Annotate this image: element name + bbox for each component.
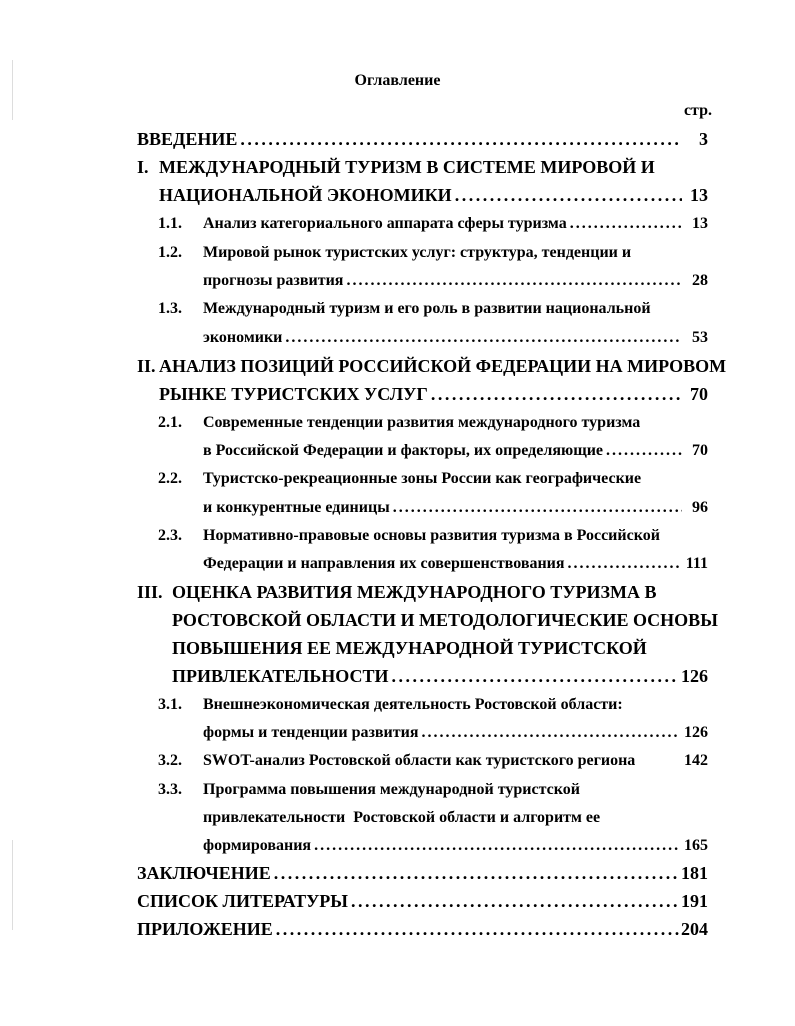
entry-number: II. bbox=[137, 356, 156, 376]
entry-page: 70 bbox=[692, 442, 708, 459]
toc-entry-3-2[interactable] bbox=[0, 749, 795, 773]
leader-dots bbox=[603, 439, 682, 463]
entry-number: I. bbox=[137, 157, 149, 177]
toc-entry-chapter-3-cont[interactable] bbox=[0, 636, 795, 660]
entry-title: Международный туризм и его роль в развитии национальной bbox=[203, 300, 651, 317]
toc-entry-chapter-3-cont[interactable] bbox=[0, 608, 795, 632]
toc-entry-2-1-cont[interactable] bbox=[0, 439, 795, 463]
entry-number: 1.2. bbox=[158, 244, 182, 261]
entry-title: Туристско-рекреационные зоны России как географические bbox=[203, 470, 642, 487]
toc-entry-3-1-cont[interactable] bbox=[0, 721, 795, 745]
leader-dots bbox=[428, 382, 682, 406]
toc-entry-chapter-1-cont[interactable] bbox=[0, 183, 795, 207]
entry-page: 13 bbox=[692, 215, 708, 232]
leader-dots bbox=[273, 917, 679, 941]
entry-page: 111 bbox=[685, 555, 708, 572]
toc-entry-chapter-3[interactable] bbox=[0, 580, 795, 604]
toc-entry-2-2-cont[interactable] bbox=[0, 496, 795, 520]
entry-page: 181 bbox=[681, 863, 708, 883]
toc-entry-2-3[interactable] bbox=[0, 524, 795, 548]
toc-entry-chapter-3-cont[interactable] bbox=[0, 664, 795, 688]
leader-dots bbox=[311, 834, 679, 858]
entry-page: 165 bbox=[684, 837, 708, 854]
leader-dots bbox=[348, 889, 679, 913]
leader-dots bbox=[389, 664, 679, 688]
entry-page: 53 bbox=[692, 329, 708, 346]
leader-dots bbox=[567, 212, 682, 236]
entry-title: Современные тенденции развития международного туризма bbox=[203, 414, 641, 431]
entry-title: СПИСОК ЛИТЕРАТУРЫ bbox=[137, 891, 348, 911]
scan-edge-mark bbox=[12, 60, 13, 120]
toc-entry-3-3-cont[interactable] bbox=[0, 806, 795, 830]
entry-page: 204 bbox=[681, 919, 708, 939]
toc-entry-appendix[interactable] bbox=[0, 917, 795, 941]
leader-dots bbox=[419, 721, 679, 745]
toc-entry-2-3-cont[interactable] bbox=[0, 552, 795, 576]
leader-dots bbox=[282, 326, 682, 350]
entry-title: формирования bbox=[203, 837, 312, 854]
entry-title: ВВЕДЕНИЕ bbox=[137, 129, 238, 149]
toc-title: Оглавление bbox=[354, 72, 441, 89]
entry-page: 13 bbox=[690, 185, 708, 205]
entry-title: РОСТОВСКОЙ ОБЛАСТИ И МЕТОДОЛОГИЧЕСКИЕ ОСНОВЫ bbox=[172, 610, 718, 630]
toc-entry-1-3-cont[interactable] bbox=[0, 326, 795, 350]
leader-dots bbox=[343, 269, 682, 293]
entry-number: 2.3. bbox=[158, 527, 182, 544]
entry-title: в Российской Федерации и факторы, их определяющие bbox=[203, 442, 604, 459]
entry-page: 28 bbox=[692, 272, 708, 289]
entry-title: и конкурентные единицы bbox=[203, 499, 390, 516]
entry-title: формы и тенденции развития bbox=[203, 724, 419, 741]
entry-number: 2.1. bbox=[158, 414, 182, 431]
leader-dots bbox=[390, 496, 682, 520]
leader-dots bbox=[452, 183, 682, 207]
toc-entry-2-1[interactable] bbox=[0, 411, 795, 435]
entry-title: МЕЖДУНАРОДНЫЙ ТУРИЗМ В СИСТЕМЕ МИРОВОЙ И bbox=[159, 157, 655, 177]
entry-number: 2.2. bbox=[158, 470, 182, 487]
entry-title: прогнозы развития bbox=[203, 272, 344, 289]
entry-title: ОЦЕНКА РАЗВИТИЯ МЕЖДУНАРОДНОГО ТУРИЗМА В bbox=[172, 582, 657, 602]
entry-title: АНАЛИЗ ПОЗИЦИЙ РОССИЙСКОЙ ФЕДЕРАЦИИ НА МИРОВОМ bbox=[159, 356, 727, 376]
entry-title: ПРИЛОЖЕНИЕ bbox=[137, 919, 273, 939]
entry-page: 126 bbox=[684, 724, 708, 741]
toc-entry-1-2-cont[interactable] bbox=[0, 269, 795, 293]
entry-page: 3 bbox=[699, 129, 708, 149]
toc-entry-references[interactable] bbox=[0, 889, 795, 913]
entry-title: Мировой рынок туристских услуг: структура, тенденции и bbox=[203, 244, 632, 261]
entry-title: Внешнеэкономическая деятельность Ростовской области: bbox=[203, 696, 623, 713]
entry-title: экономики bbox=[203, 329, 283, 346]
entry-number: 1.3. bbox=[158, 300, 182, 317]
entry-page: 70 bbox=[690, 384, 708, 404]
toc-entry-3-3-cont[interactable] bbox=[0, 834, 795, 858]
entry-title: ПРИВЛЕКАТЕЛЬНОСТИ bbox=[172, 666, 389, 686]
entry-page: 142 bbox=[684, 752, 708, 769]
entry-number: 3.3. bbox=[158, 781, 182, 798]
entry-title: Нормативно-правовые основы развития туризма в Российской bbox=[203, 527, 660, 544]
toc-entry-3-1[interactable] bbox=[0, 693, 795, 717]
toc-entry-1-1[interactable] bbox=[0, 212, 795, 236]
entry-title: Программа повышения международной туристской bbox=[203, 781, 580, 798]
entry-title: РЫНКЕ ТУРИСТСКИХ УСЛУГ bbox=[159, 384, 428, 404]
entry-page: 191 bbox=[681, 891, 708, 911]
leader-dots bbox=[565, 552, 679, 576]
leader-dots bbox=[237, 127, 682, 151]
toc-entry-conclusion[interactable] bbox=[0, 861, 795, 885]
toc-entry-chapter-2-cont[interactable] bbox=[0, 382, 795, 406]
entry-title: Анализ категориального аппарата сферы туризма bbox=[203, 215, 567, 232]
page-column-label: стр. bbox=[683, 102, 712, 119]
leader-dots bbox=[271, 861, 679, 885]
entry-title: Федерации и направления их совершенствования bbox=[203, 555, 565, 572]
toc-entry-chapter-1[interactable] bbox=[0, 155, 795, 179]
toc-entry-1-2[interactable] bbox=[0, 241, 795, 265]
entry-number: 3.1. bbox=[158, 696, 182, 713]
entry-title: SWOT-анализ Ростовской области как туристского региона bbox=[203, 752, 636, 769]
entry-number: III. bbox=[137, 582, 163, 602]
entry-title: ЗАКЛЮЧЕНИЕ bbox=[137, 863, 271, 883]
toc-entry-3-3[interactable] bbox=[0, 778, 795, 802]
entry-title: ПОВЫШЕНИЯ ЕЕ МЕЖДУНАРОДНОЙ ТУРИСТСКОЙ bbox=[172, 638, 647, 658]
toc-entry-2-2[interactable] bbox=[0, 467, 795, 491]
entry-number: 1.1. bbox=[158, 215, 182, 232]
entry-title: привлекательности Ростовской области и алгоритм ее bbox=[203, 809, 601, 826]
toc-entry-chapter-2[interactable] bbox=[0, 354, 795, 378]
toc-entry-introduction[interactable] bbox=[0, 127, 795, 151]
entry-number: 3.2. bbox=[158, 752, 182, 769]
entry-page: 126 bbox=[681, 666, 708, 686]
entry-page: 96 bbox=[692, 499, 708, 516]
toc-entry-1-3[interactable] bbox=[0, 297, 795, 321]
entry-title: НАЦИОНАЛЬНОЙ ЭКОНОМИКИ bbox=[159, 185, 452, 205]
